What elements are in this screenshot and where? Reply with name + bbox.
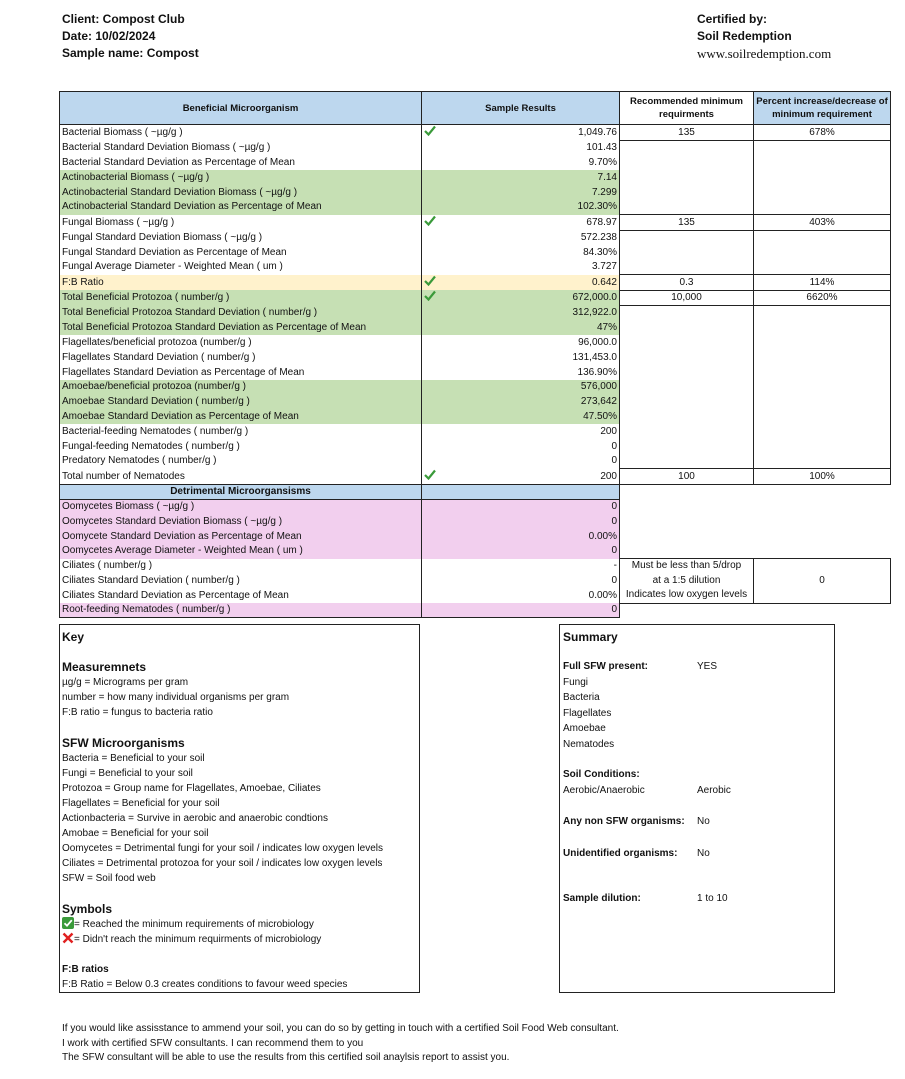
row-percent: [754, 230, 891, 245]
detrimental-header-blank: [620, 485, 754, 500]
non-sfw-row: [563, 814, 831, 830]
row-name: Ciliates Standard Deviation ( number/g ): [60, 573, 422, 588]
symbol-not-reached-text: = Didn't reach the minimum requirments of microbiology: [74, 934, 322, 945]
row-value: 0.642: [440, 275, 620, 291]
key-title: Key: [62, 630, 85, 644]
table-row: [60, 380, 891, 395]
row-name: Amoebae Standard Deviation as Percentage of Mean: [60, 409, 422, 424]
row-recommended: 135: [620, 215, 754, 231]
row-value: 273,642: [440, 395, 620, 410]
table-row: [60, 170, 891, 185]
row-name: Bacterial Biomass ( ~µg/g ): [60, 125, 422, 141]
table-row: [60, 514, 891, 529]
row-recommended: 100: [620, 469, 754, 485]
table-row: [60, 395, 891, 410]
sample-name: Sample name: Compost: [62, 46, 199, 60]
row-name: Total Beneficial Protozoa Standard Deviation as Percentage of Mean: [60, 321, 422, 336]
table-row: [60, 155, 891, 170]
measurements-list: [62, 675, 417, 720]
row-recommended: [620, 409, 754, 424]
row-percent: [754, 245, 891, 260]
row-value: 312,922.0: [440, 306, 620, 321]
check-cell: [422, 439, 440, 454]
row-recommended: [620, 260, 754, 275]
row-percent: 678%: [754, 125, 891, 141]
check-cell: [422, 544, 440, 559]
row-recommended: [620, 350, 754, 365]
row-value: 200: [440, 424, 620, 439]
check-cell: [422, 365, 440, 380]
check-mark-icon: [422, 275, 440, 291]
table-row: [60, 230, 891, 245]
row-recommended: [620, 454, 754, 469]
row-value: 9.70%: [440, 155, 620, 170]
table-row: [60, 200, 891, 215]
sfw-heading: SFW Microorganisms: [62, 736, 185, 750]
row-name: Total number of Nematodes: [60, 469, 422, 485]
row-value: 0: [440, 454, 620, 469]
row-value: 0.00%: [440, 588, 620, 603]
row-name: Ciliates ( number/g ): [60, 559, 422, 574]
row-recommended: [620, 365, 754, 380]
symbol-reached-row: [62, 917, 417, 932]
check-cell: [422, 588, 440, 603]
table-row: [60, 603, 891, 618]
row-value: 672,000.0: [440, 290, 620, 306]
row-name: Total Beneficial Protozoa ( number/g ): [60, 290, 422, 306]
table-row: [60, 544, 891, 559]
measurements-heading: Measuremnets: [62, 660, 147, 674]
row-value: 0: [440, 439, 620, 454]
table-row: [60, 499, 891, 514]
report-header-left: [62, 11, 199, 62]
report-date: Date: 10/02/2024: [62, 29, 156, 43]
row-percent: [754, 306, 891, 321]
row-name: Total Beneficial Protozoa Standard Deviation ( number/g ): [60, 306, 422, 321]
ciliates-percent: 0: [754, 559, 891, 604]
row-percent: 114%: [754, 275, 891, 291]
row-name: Oomycetes Biomass ( ~µg/g ): [60, 499, 422, 514]
organism-item: Amoebae: [563, 723, 606, 734]
row-value: 0: [440, 499, 620, 514]
detrimental-section-header: [60, 485, 891, 500]
green-check-icon: [62, 917, 74, 929]
check-cell: [422, 559, 440, 574]
unidentified-row: [563, 846, 831, 862]
row-percent: [754, 395, 891, 410]
row-recommended: [620, 155, 754, 170]
row-name: Actinobacterial Standard Deviation as Percentage of Mean: [60, 200, 422, 215]
row-percent: [754, 170, 891, 185]
check-cell: [422, 230, 440, 245]
blank-cell: [754, 514, 891, 529]
row-percent: [754, 380, 891, 395]
report-header-right: [697, 11, 831, 62]
results-table-body: [60, 125, 891, 618]
dilution-row: [563, 891, 831, 907]
sfw-item: Protozoa = Group name for Flagellates, Amoebae, Ciliates: [62, 783, 321, 794]
client-name: Client: Compost Club: [62, 12, 185, 26]
aerobic-label: Aerobic/Anaerobic: [563, 784, 645, 796]
row-percent: [754, 155, 891, 170]
row-value: 101.43: [440, 141, 620, 156]
sfw-item: Oomycetes = Detrimental fungi for your soil / indicates low oxygen levels: [62, 843, 383, 854]
footer-line-2: I work with certified SFW consultants. I can recommend them to you: [62, 1037, 364, 1049]
unidentified-value: No: [697, 847, 710, 859]
table-row: [60, 409, 891, 424]
detrimental-title: Detrimental Microorgansisms: [60, 485, 422, 500]
sfw-item: Flagellates = Beneficial for your soil: [62, 798, 220, 809]
table-row: [60, 350, 891, 365]
row-value: 0: [440, 544, 620, 559]
row-percent: 6620%: [754, 290, 891, 306]
measurement-item: number = how many individual organisms per gram: [62, 692, 290, 703]
row-name: Fungal Biomass ( ~µg/g ): [60, 215, 422, 231]
soil-conditions-row: [563, 767, 831, 783]
check-cell: [422, 185, 440, 200]
row-value: 0: [440, 514, 620, 529]
row-percent: [754, 424, 891, 439]
row-name: Flagellates/beneficial protozoa (number/g ): [60, 335, 422, 350]
row-recommended: [620, 185, 754, 200]
row-recommended: 135: [620, 125, 754, 141]
header-organism: Beneficial Microorganism: [60, 92, 422, 125]
check-cell: [422, 350, 440, 365]
table-row: [60, 215, 891, 231]
row-percent: 403%: [754, 215, 891, 231]
check-mark-icon: [422, 290, 440, 306]
row-percent: [754, 439, 891, 454]
sfw-item: SFW = Soil food web: [62, 873, 156, 884]
ciliates-rec-line-2: at a 1:5 dilution: [652, 574, 721, 586]
fb-ratio-text: F:B Ratio = Below 0.3 creates conditions to favour weed species: [62, 979, 348, 990]
row-value: -: [440, 559, 620, 574]
row-name: Flagellates Standard Deviation as Percentage of Mean: [60, 365, 422, 380]
check-cell: [422, 200, 440, 215]
table-row: [60, 365, 891, 380]
row-value: 576,000: [440, 380, 620, 395]
row-name: Predatory Nematodes ( number/g ): [60, 454, 422, 469]
unidentified-label: Unidentified organisms:: [563, 847, 678, 859]
row-percent: [754, 365, 891, 380]
measurement-item: µg/g = Micrograms per gram: [62, 677, 189, 688]
symbols-heading: Symbols: [62, 902, 113, 916]
detrimental-header-blank: [754, 485, 891, 500]
check-cell: [422, 245, 440, 260]
aerobic-value: Aerobic: [697, 784, 731, 796]
blank-cell: [754, 603, 891, 618]
check-cell: [422, 380, 440, 395]
blank-cell: [620, 514, 754, 529]
row-percent: [754, 141, 891, 156]
check-mark-icon: [422, 215, 440, 231]
row-value: 7.14: [440, 170, 620, 185]
row-recommended: [620, 321, 754, 336]
row-percent: [754, 409, 891, 424]
check-cell: [422, 603, 440, 618]
table-row: [60, 306, 891, 321]
check-mark-icon: [422, 469, 440, 485]
dilution-label: Sample dilution:: [563, 893, 641, 904]
detrimental-header-spacer: [422, 485, 620, 500]
organism-item: Flagellates: [563, 707, 612, 719]
certified-by-label: Certified by:: [697, 12, 768, 26]
check-cell: [422, 141, 440, 156]
row-name: Fungal Standard Deviation as Percentage of Mean: [60, 245, 422, 260]
table-row: [60, 245, 891, 260]
row-value: 84.30%: [440, 245, 620, 260]
table-row: [60, 290, 891, 306]
row-recommended: [620, 335, 754, 350]
table-row: [60, 439, 891, 454]
table-row: [60, 141, 891, 156]
organism-item: Fungi: [563, 676, 589, 688]
row-value: 136.90%: [440, 365, 620, 380]
check-cell: [422, 424, 440, 439]
check-cell: [422, 335, 440, 350]
row-value: 1,049.76: [440, 125, 620, 141]
row-name: Actinobacterial Standard Deviation Biomass ( ~µg/g ): [60, 185, 422, 200]
row-percent: 100%: [754, 469, 891, 485]
row-recommended: [620, 380, 754, 395]
table-row: [60, 275, 891, 291]
row-name: F:B Ratio: [60, 275, 422, 291]
full-sfw-row: [563, 659, 831, 675]
footer-line-3: The SFW consultant will be able to use the results from this certified soil anaylsis report to assist you.: [62, 1052, 510, 1063]
row-recommended: [620, 200, 754, 215]
dilution-value: 1 to 10: [697, 893, 728, 904]
row-percent: [754, 185, 891, 200]
row-name: Amoebae Standard Deviation ( number/g ): [60, 395, 422, 410]
row-recommended: [620, 395, 754, 410]
footer-note: [62, 1022, 619, 1066]
aerobic-row: [563, 783, 831, 799]
row-value: 102.30%: [440, 200, 620, 215]
ciliates-rec-line-1: Must be less than 5/drop: [631, 560, 742, 572]
row-name: Flagellates Standard Deviation ( number/g ): [60, 350, 422, 365]
check-cell: [422, 321, 440, 336]
header-percent: Percent increase/decrease of minimum requirement: [754, 92, 891, 125]
table-row: [60, 335, 891, 350]
row-percent: [754, 200, 891, 215]
row-recommended: [620, 439, 754, 454]
row-name: Oomycetes Average Diameter - Weighted Mean ( um ): [60, 544, 422, 559]
row-name: Fungal Average Diameter - Weighted Mean ( um ): [60, 260, 422, 275]
row-name: Fungal Standard Deviation Biomass ( ~µg/g ): [60, 230, 422, 245]
row-name: Actinobacterial Biomass ( ~µg/g ): [60, 170, 422, 185]
row-value: 47%: [440, 321, 620, 336]
row-name: Oomycetes Standard Deviation Biomass ( ~µg/g ): [60, 514, 422, 529]
table-row: [60, 185, 891, 200]
table-row: [60, 529, 891, 544]
row-recommended: 0.3: [620, 275, 754, 291]
blank-cell: [754, 529, 891, 544]
non-sfw-value: No: [697, 816, 710, 827]
row-percent: [754, 454, 891, 469]
row-name: Root-feeding Nematodes ( number/g ): [60, 603, 422, 618]
key-box: [59, 624, 420, 993]
blank-cell: [620, 499, 754, 514]
row-recommended: [620, 141, 754, 156]
table-row: [60, 260, 891, 275]
table-row: [60, 454, 891, 469]
symbol-not-reached-row: [62, 932, 417, 947]
table-row: [60, 559, 891, 574]
soil-conditions-label: Soil Conditions:: [563, 769, 640, 780]
check-cell: [422, 260, 440, 275]
blank-cell: [754, 499, 891, 514]
row-value: 0.00%: [440, 529, 620, 544]
row-name: Ciliates Standard Deviation as Percentage of Mean: [60, 588, 422, 603]
check-cell: [422, 409, 440, 424]
sfw-item: Fungi = Beneficial to your soil: [62, 768, 193, 779]
check-cell: [422, 395, 440, 410]
row-recommended: [620, 245, 754, 260]
organism-list: [563, 675, 831, 753]
row-recommended: [620, 170, 754, 185]
footer-line-1: If you would like assisstance to ammend your soil, you can do so by getting in touch with a certified Soil Food Web consultant.: [62, 1023, 619, 1034]
check-mark-icon: [422, 125, 440, 141]
header-recommended: Recommended minimum requirments: [620, 92, 754, 125]
row-value: 131,453.0: [440, 350, 620, 365]
check-cell: [422, 529, 440, 544]
sfw-list: [62, 751, 417, 886]
row-value: 96,000.0: [440, 335, 620, 350]
check-cell: [422, 499, 440, 514]
red-cross-icon: [62, 932, 74, 944]
sfw-item: Actionbacteria = Survive in aerobic and anaerobic condtions: [62, 813, 328, 824]
row-percent: [754, 350, 891, 365]
table-row: [60, 321, 891, 336]
results-table: [59, 91, 891, 618]
non-sfw-label: Any non SFW organisms:: [563, 816, 685, 827]
row-value: 200: [440, 469, 620, 485]
organism-item: Nematodes: [563, 738, 615, 750]
row-value: 0: [440, 603, 620, 618]
full-sfw-label: Full SFW present:: [563, 661, 648, 672]
row-value: 47.50%: [440, 409, 620, 424]
summary-title: Summary: [563, 630, 618, 644]
full-sfw-value: YES: [697, 661, 718, 672]
measurement-item: F:B ratio = fungus to bacteria ratio: [62, 707, 213, 718]
row-name: Bacterial Standard Deviation Biomass ( ~µg/g ): [60, 141, 422, 156]
company-website: www.soilredemption.com: [697, 46, 832, 61]
symbol-reached-text: = Reached the minimum requirements of microbiology: [74, 919, 314, 930]
organism-item: Bacteria: [563, 692, 600, 703]
row-recommended: 10,000: [620, 290, 754, 306]
check-cell: [422, 170, 440, 185]
sfw-item: Ciliates = Detrimental protozoa for your soil / indicates low oxygen levels: [62, 858, 383, 869]
ciliates-rec-line-3: Indicates low oxygen levels: [625, 589, 748, 601]
blank-cell: [620, 603, 754, 618]
row-value: 0: [440, 573, 620, 588]
row-value: 678.97: [440, 215, 620, 231]
row-percent: [754, 321, 891, 336]
blank-cell: [754, 544, 891, 559]
row-name: Fungal-feeding Nematodes ( number/g ): [60, 439, 422, 454]
blank-cell: [620, 529, 754, 544]
row-value: 572.238: [440, 230, 620, 245]
ciliates-recommended: [620, 559, 754, 604]
header-results: Sample Results: [422, 92, 620, 125]
row-recommended: [620, 230, 754, 245]
blank-cell: [620, 544, 754, 559]
row-name: Amoebae/beneficial protozoa (number/g ): [60, 380, 422, 395]
table-row: [60, 424, 891, 439]
check-cell: [422, 573, 440, 588]
sfw-item: Amobae = Beneficial for your soil: [62, 828, 209, 839]
row-recommended: [620, 306, 754, 321]
table-row: [60, 469, 891, 485]
check-cell: [422, 306, 440, 321]
row-recommended: [620, 424, 754, 439]
check-cell: [422, 514, 440, 529]
summary-box: [559, 624, 835, 993]
row-value: 7.299: [440, 185, 620, 200]
sfw-item: Bacteria = Beneficial to your soil: [62, 753, 205, 764]
company-name: Soil Redemption: [697, 29, 792, 43]
check-cell: [422, 454, 440, 469]
row-percent: [754, 335, 891, 350]
row-value: 3.727: [440, 260, 620, 275]
fb-ratios-heading: F:B ratios: [62, 964, 109, 975]
row-percent: [754, 260, 891, 275]
row-name: Bacterial Standard Deviation as Percentage of Mean: [60, 155, 422, 170]
row-name: Bacterial-feeding Nematodes ( number/g ): [60, 424, 422, 439]
row-name: Oomycete Standard Deviation as Percentage of Mean: [60, 529, 422, 544]
check-cell: [422, 155, 440, 170]
table-row: [60, 125, 891, 141]
